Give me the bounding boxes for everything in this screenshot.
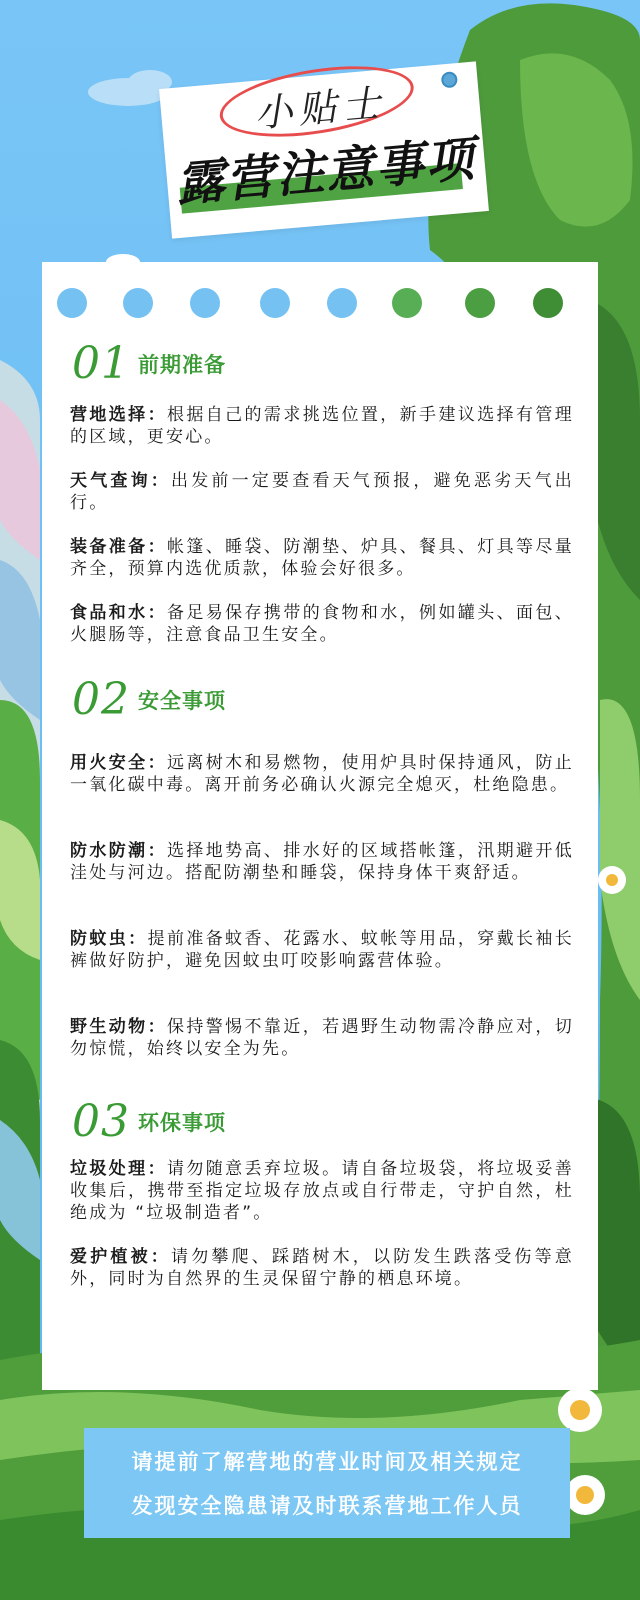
footer-banner bbox=[84, 1428, 570, 1538]
section-number: 01 bbox=[72, 338, 130, 389]
section-number: 03 bbox=[72, 1096, 130, 1147]
title-card bbox=[159, 61, 489, 238]
list-item bbox=[70, 1016, 574, 1060]
list-item bbox=[70, 404, 574, 448]
section-01-header bbox=[72, 338, 226, 389]
item-text: 选择地势高、排水好的区域搭帐篷，汛期避开低洼处与河边。搭配防潮垫和睡袋，保持身体干爽舒适。 bbox=[70, 841, 575, 883]
list-item bbox=[70, 602, 574, 646]
item-text: 请勿攀爬、踩踏树木，以防发生跌落受伤等意外，同时为自然界的生灵保留宁静的栖息环境。 bbox=[70, 1247, 574, 1289]
binder-dot bbox=[57, 288, 87, 318]
item-label: 装备准备： bbox=[70, 537, 167, 557]
item-label: 食品和水： bbox=[70, 603, 167, 623]
item-text: 备足易保存携带的食物和水，例如罐头、面包、火腿肠等，注意食品卫生安全。 bbox=[70, 603, 575, 645]
binder-dot bbox=[123, 288, 153, 318]
binder-dot bbox=[190, 288, 220, 318]
section-title: 前期准备 bbox=[138, 352, 226, 377]
item-text: 帐篷、睡袋、防潮垫、炉具、餐具、灯具等尽量齐全，预算内选优质款，体验会好很多。 bbox=[70, 537, 575, 579]
binder-dots bbox=[57, 288, 577, 318]
item-text: 远离树木和易燃物，使用炉具时保持通风，防止一氧化碳中毒。离开前务必确认火源完全熄灭，杜绝隐患。 bbox=[70, 753, 575, 795]
binder-dot bbox=[327, 288, 357, 318]
list-item bbox=[70, 536, 574, 580]
page-title: 露营注意事项 bbox=[174, 130, 478, 213]
list-item bbox=[70, 1158, 574, 1224]
item-text: 请勿随意丢弃垃圾。请自备垃圾袋，将垃圾妥善收集后，携带至指定垃圾存放点或自行带走，守护自然，杜绝成为 “垃圾制造者”。 bbox=[70, 1159, 575, 1223]
item-label: 野生动物： bbox=[70, 1017, 167, 1037]
binder-dot bbox=[533, 288, 563, 318]
item-label: 爱护植被： bbox=[70, 1247, 171, 1267]
section-03-header bbox=[72, 1096, 226, 1147]
item-label: 营地选择： bbox=[70, 405, 167, 425]
item-text: 提前准备蚊香、花露水、蚊帐等用品，穿戴长袖长裤做好防护，避免因蚊虫叮咬影响露营体验。 bbox=[70, 929, 574, 971]
item-text: 保持警惕不靠近，若遇野生动物需冷静应对，切勿惊慌，始终以安全为先。 bbox=[70, 1017, 575, 1059]
section-title: 环保事项 bbox=[138, 1110, 226, 1135]
footer-line-2: 发现安全隐患请及时联系营地工作人员 bbox=[131, 1494, 523, 1518]
item-text: 根据自己的需求挑选位置，新手建议选择有管理的区域，更安心。 bbox=[70, 405, 575, 447]
item-text: 出发前一定要查看天气预报，避免恶劣天气出行。 bbox=[70, 471, 574, 513]
content-card bbox=[42, 262, 598, 1390]
item-label: 垃圾处理： bbox=[70, 1159, 167, 1179]
card-notch bbox=[106, 254, 140, 270]
item-label: 防蚊虫： bbox=[70, 929, 148, 949]
section-02-header bbox=[72, 674, 226, 725]
list-item bbox=[70, 840, 574, 884]
item-label: 用火安全： bbox=[70, 753, 167, 773]
binder-dot bbox=[260, 288, 290, 318]
item-label: 防水防潮： bbox=[70, 841, 167, 861]
section-number: 02 bbox=[72, 674, 130, 725]
list-item bbox=[70, 928, 574, 972]
list-item bbox=[70, 1246, 574, 1290]
section-title: 安全事项 bbox=[138, 688, 226, 713]
list-item bbox=[70, 470, 574, 514]
list-item bbox=[70, 752, 574, 796]
item-label: 天气查询： bbox=[70, 471, 171, 491]
binder-dot bbox=[392, 288, 422, 318]
binder-dot bbox=[465, 288, 495, 318]
subtitle: 小贴士 bbox=[252, 80, 389, 136]
footer-line-1: 请提前了解营地的营业时间及相关规定 bbox=[131, 1450, 523, 1474]
